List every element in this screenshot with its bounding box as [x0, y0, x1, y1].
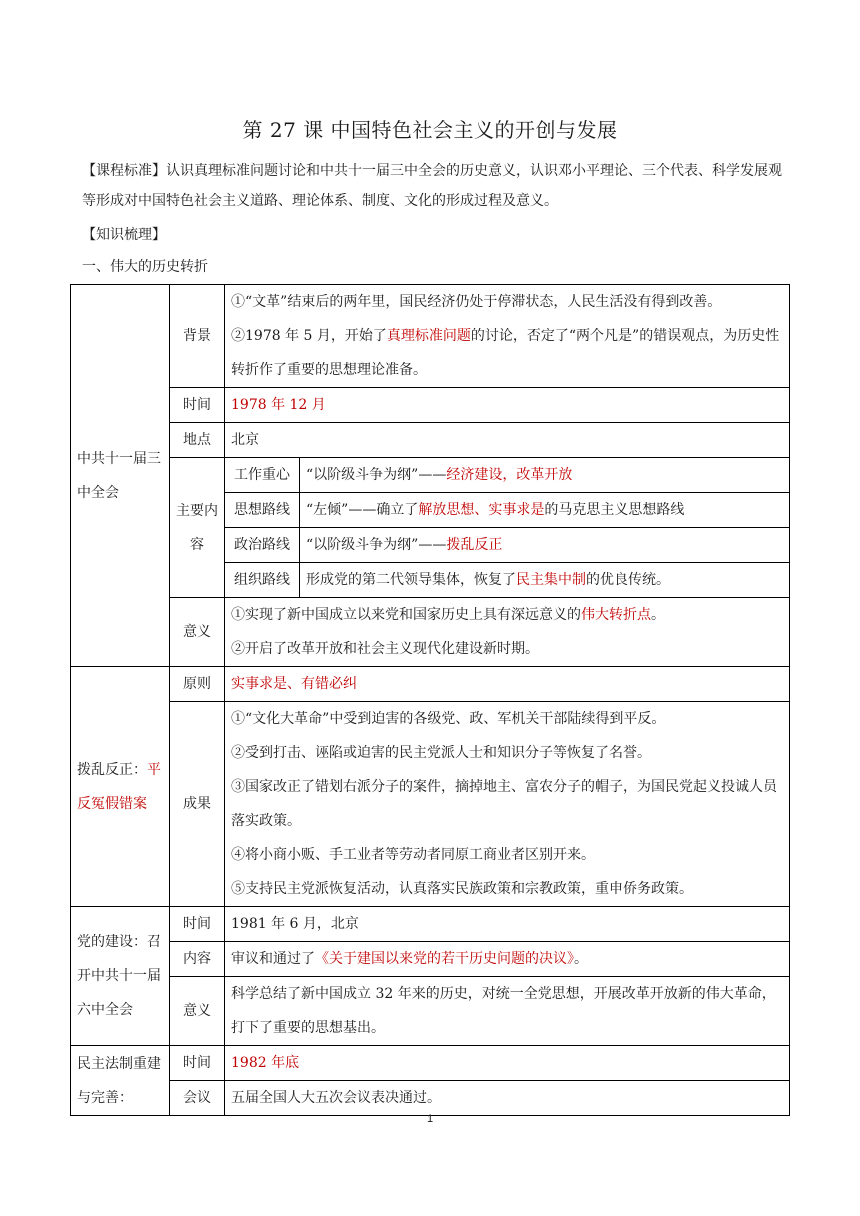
time-value: 1982 年底 [225, 1046, 790, 1081]
text-segment: 形成党的第二代领导集体，恢复了 [306, 572, 516, 588]
principle-label: 原则 [170, 667, 225, 702]
background-item-1: ①“文革”结束后的两年里，国民经济仍处于停滞状态，人民生活没有得到改善。 [231, 294, 722, 310]
text-segment: 的优良传统。 [586, 572, 670, 588]
text-segment: “以阶级斗争为纲”—— [306, 467, 447, 483]
knowledge-heading: 【知识梳理】 [82, 227, 166, 243]
result-label: 成果 [170, 702, 225, 907]
meaning-value: 科学总结了新中国成立 32 年来的历史，对统一全党思想，开展改革开放新的伟大革命，打下了重要的思想基出。 [225, 977, 790, 1046]
table-row [71, 423, 790, 458]
time-label: 时间 [170, 907, 225, 942]
sub-content [300, 563, 790, 598]
result-item: ⑤支持民主党派恢复活动，认真落实民族政策和宗教政策，重申侨务政策。 [231, 881, 693, 897]
meaning-label: 意义 [170, 598, 225, 667]
highlight-text: 民主集中制 [516, 572, 586, 588]
table-row [71, 598, 790, 633]
text-segment: 的讨论，否定了“两个凡是”的错误观点，为历史性转折作了重要的思想理论准备。 [231, 328, 780, 378]
text-segment: 。 [574, 951, 588, 967]
time-value: 1978 年 12 月 [225, 388, 790, 423]
course-standard [82, 156, 787, 216]
sub-content [300, 528, 790, 563]
result-item: ①“文化大革命”中受到迫害的各级党、政、军机关干部陆续得到平反。 [231, 711, 666, 727]
table-row [71, 1081, 790, 1116]
text-segment: ②1978 年 5 月，开始了 [231, 328, 387, 344]
sub-label: 思想路线 [225, 493, 300, 528]
text-segment: ①实现了新中国成立以来党和国家历史上具有深远意义的 [231, 607, 581, 623]
background-content [225, 285, 790, 388]
highlight-text: 伟大转折点 [581, 607, 651, 623]
group-name-party: 党的建设：召开中共十一届六中全会 [71, 907, 170, 1046]
page-number: 1 [426, 1113, 434, 1125]
meeting-label: 会议 [170, 1081, 225, 1116]
result-item: ④将小商小贩、手工业者等劳动者同原工商业者区别开来。 [231, 847, 595, 863]
group-name-plenum: 中共十一届三中全会 [71, 285, 170, 667]
sub-label: 工作重心 [225, 458, 300, 493]
course-standard-text: 认识真理标准问题讨论和中共十一届三中全会的历史意义，认识邓小平理论、三个代表、科学发展观等形成对中国特色社会主义道路、理论体系、制度、文化的形成过程及意义。 [82, 163, 782, 209]
table-row [71, 388, 790, 423]
sub-label: 组织路线 [225, 563, 300, 598]
sub-label: 政治路线 [225, 528, 300, 563]
sub-content [300, 458, 790, 493]
background-item-2 [231, 319, 783, 387]
section-heading: 一、伟大的历史转折 [82, 259, 208, 275]
course-standard-label: 【课程标准】 [82, 163, 166, 179]
highlight-text: 平反冤假错案 [77, 761, 161, 812]
text-segment: 审议和通过了 [231, 951, 315, 967]
highlight-text: 《关于建国以来党的若干历史问题的决议》 [315, 951, 574, 967]
table-row [71, 977, 790, 1046]
group-name-text: 拨乱反正： [77, 761, 147, 778]
table-row [71, 285, 790, 388]
principle-value: 实事求是、有错必纠 [225, 667, 790, 702]
meeting-value: 五届全国人大五次会议表决通过。 [225, 1081, 790, 1116]
page-title: 第 27 课 中国特色社会主义的开创与发展 [242, 118, 618, 142]
result-item: ②受到打击、诬陷或迫害的民主党派人士和知识分子等恢复了名誉。 [231, 745, 651, 761]
highlight-text: 拨乱反正 [446, 537, 503, 553]
text-segment: “左倾”——确立了 [306, 502, 419, 518]
result-item: ③国家改正了错划右派分子的案件，摘掉地主、富农分子的帽子，为国民党起义投诚人员落实政策。 [231, 779, 777, 829]
table-row [71, 667, 790, 702]
text-segment: 。 [651, 607, 665, 623]
highlight-text: 经济建设，改革开放 [446, 467, 573, 483]
background-label: 背景 [170, 285, 225, 388]
table-row [71, 907, 790, 942]
text-segment: 的马克思主义思想路线 [544, 502, 685, 518]
time-value: 1981 年 6 月，北京 [225, 907, 790, 942]
table-row [71, 942, 790, 977]
time-label: 时间 [170, 388, 225, 423]
group-name-legal: 民主法制重建与完善： [71, 1046, 170, 1116]
table-row [71, 458, 790, 493]
place-value: 北京 [225, 423, 790, 458]
meaning-item-2: ②开启了改革开放和社会主义现代化建设新时期。 [225, 632, 790, 667]
history-table [70, 284, 790, 1116]
group-name-rectification [71, 667, 170, 907]
table-row [71, 1046, 790, 1081]
table-row [71, 702, 790, 907]
meaning-label: 意义 [170, 977, 225, 1046]
main-content-label: 主要内容 [170, 458, 225, 598]
highlight-text: 真理标准问题 [386, 328, 471, 344]
text-segment: “以阶级斗争为纲”—— [306, 537, 447, 553]
highlight-text: 解放思想、实事求是 [418, 502, 545, 518]
meaning-item-1 [225, 598, 790, 633]
time-label: 时间 [170, 1046, 225, 1081]
content-value [225, 942, 790, 977]
sub-content [300, 493, 790, 528]
place-label: 地点 [170, 423, 225, 458]
result-content [225, 702, 790, 907]
content-label: 内容 [170, 942, 225, 977]
